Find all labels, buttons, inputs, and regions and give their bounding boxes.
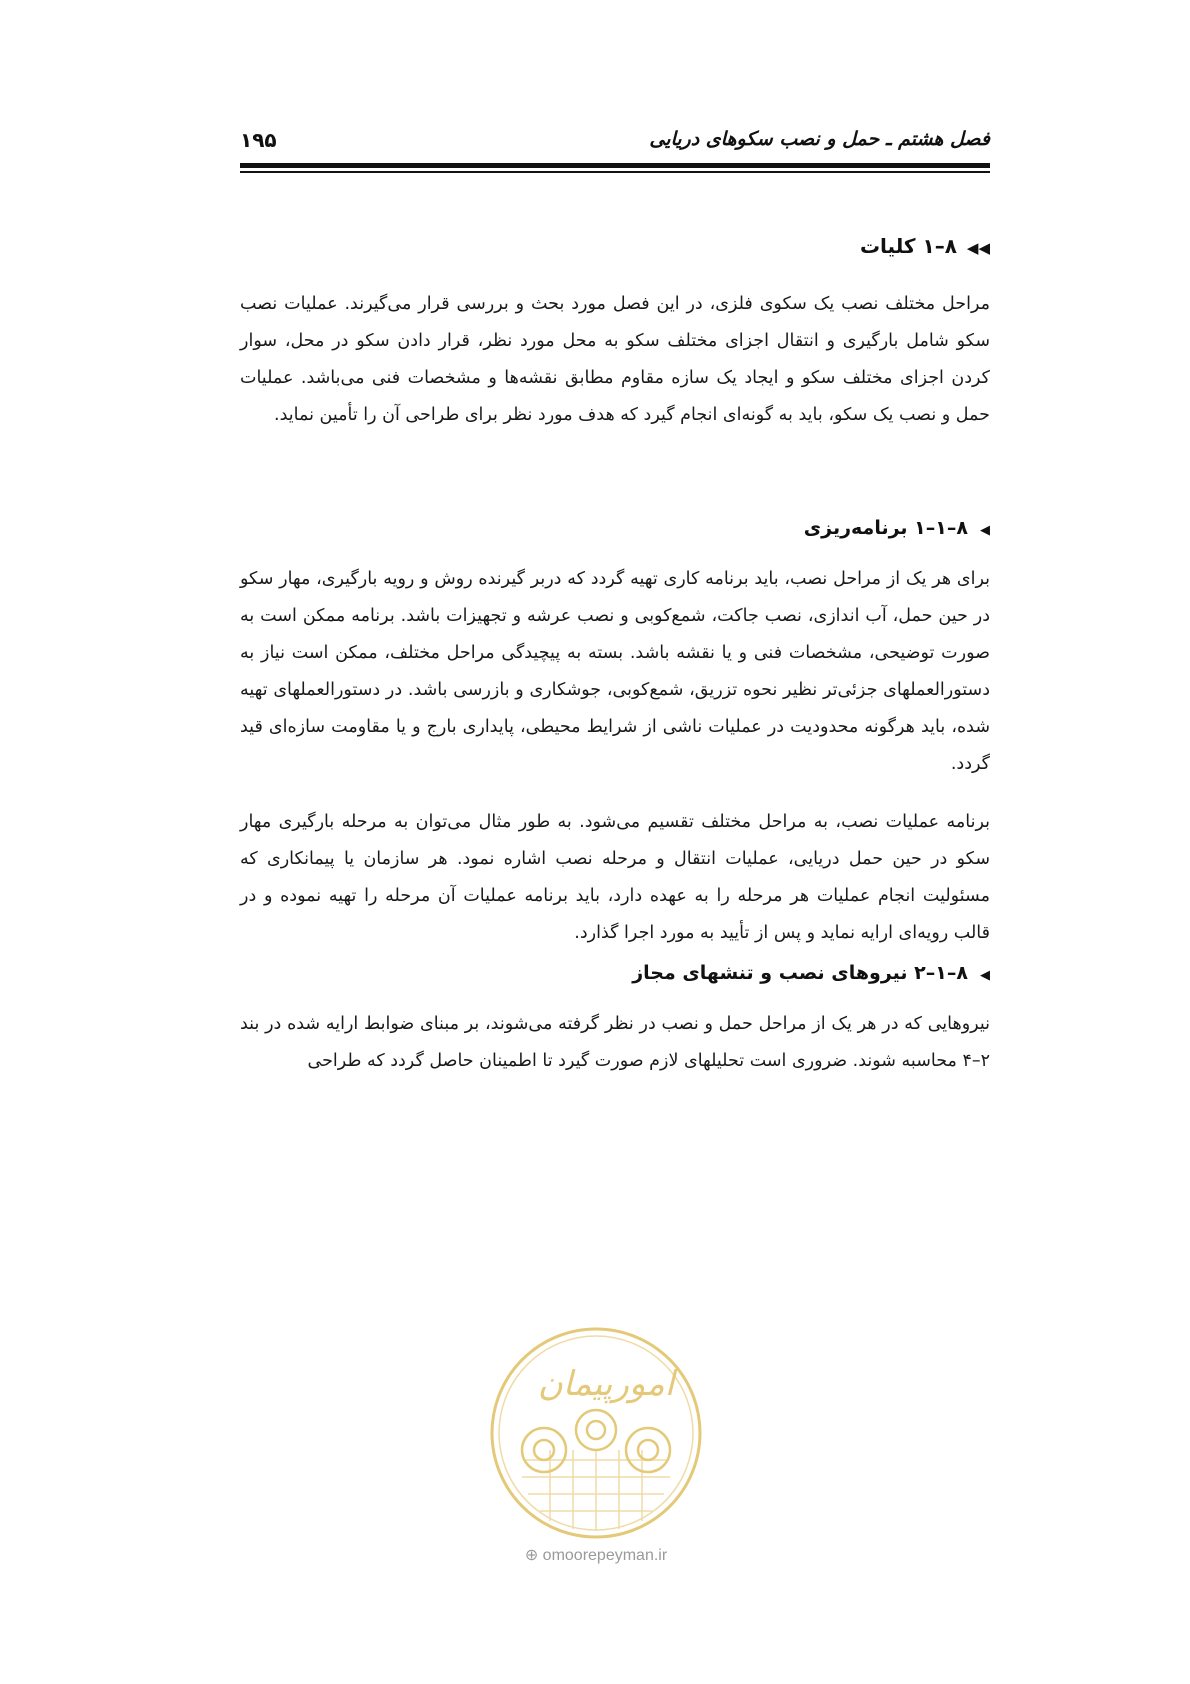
watermark-seal: [488, 1325, 704, 1541]
header-rule-thin: [240, 171, 990, 173]
arrow-icon: ◀: [980, 523, 990, 538]
subsection-heading-text: ۸–۱–۱ برنامه‌ریزی: [803, 517, 968, 539]
watermark-url-text: omoorepeyman.ir: [542, 1547, 668, 1564]
planning-paragraph-2: برنامه عملیات نصب، به مراحل مختلف تقسیم می‌شود. به طور مثال می‌توان به مرحله بارگیری مهار سکو در حین حمل دریایی، عملیات انتقال و مرحله نصب اشاره نمود. هر سازمان یا پیمانکاری که مسئولیت انجام عملیات هر مرحله را به عهده دارد، باید برنامه عملیات آن مرحله را تهیه نموده و در قالب رویه‌ای ارایه نماید و پس از تأیید به مورد اجرا گذارد.: [240, 812, 990, 943]
page-number: ۱۹۵: [240, 128, 277, 152]
arrow-icon: ◀: [980, 968, 990, 983]
seal-text: امورپیمان: [537, 1364, 675, 1404]
header-rule-thick: [240, 163, 990, 168]
chapter-title: فصل هشتم ـ حمل و نصب سکوهای دریایی: [649, 128, 990, 150]
globe-icon: ⊕: [524, 1547, 539, 1564]
forces-paragraph-1: نیروهایی که در هر یک از مراحل حمل و نصب در نظر گرفته می‌شوند، بر مبنای ضوابط ارایه شده در بند ۲–۴ محاسبه شوند. ضروری است تحلیلهای لازم صورت گیرد تا اطمینان حاصل گردد که طراحی: [240, 1014, 990, 1071]
section-heading: [860, 234, 990, 258]
subsection-heading-forces: [632, 962, 990, 984]
watermark-url: [488, 1545, 704, 1565]
section-paragraph: مراحل مختلف نصب یک سکوی فلزی، در این فصل مورد بحث و بررسی قرار می‌گیرند. عملیات نصب سکو شامل بارگیری و انتقال اجزای مختلف سکو به محل مورد نظر، قرار دادن سکو در محل، سوار کردن اجزای مختلف سکو و ایجاد یک سازه مقاوم مطابق نقشه‌ها و مشخصات فنی می‌باشد. عملیات حمل و نصب یک سکو، باید به گونه‌ای انجام گیرد که هدف مورد نظر برای طراحی آن را تأمین نماید.: [240, 294, 990, 425]
section-heading-text: ۸–۱ کلیات: [859, 234, 957, 258]
subsection-heading-text: ۸–۱–۲ نیروهای نصب و تنشهای مجاز: [632, 962, 968, 984]
planning-paragraph-1: برای هر یک از مراحل نصب، باید برنامه کاری تهیه گردد که دربر گیرنده روش و رویه بارگیری، مهار سکو در حین حمل، آب اندازی، نصب جاکت، شمع‌کوبی و نصب عرشه و تجهیزات باشد. برنامه ممکن است به صورت توضیحی، مشخصات فنی و یا نقشه باشد. بسته به پیچیدگی مراحل مختلف، ممکن است نیاز به دستورالعملهای جزئی‌تر نظیر نحوه تزریق، شمع‌کوبی، جوشکاری و بازرسی باشد. در دستورالعملهای تهیه شده، باید هرگونه محدودیت در عملیات ناشی از شرایط محیطی، پایداری بارج و یا مقاومت سازه‌ای قید گردد.: [240, 569, 990, 774]
double-arrow-icon: ◀◀: [966, 239, 990, 257]
page-header: [240, 128, 990, 160]
subsection-heading-planning: [804, 517, 990, 539]
